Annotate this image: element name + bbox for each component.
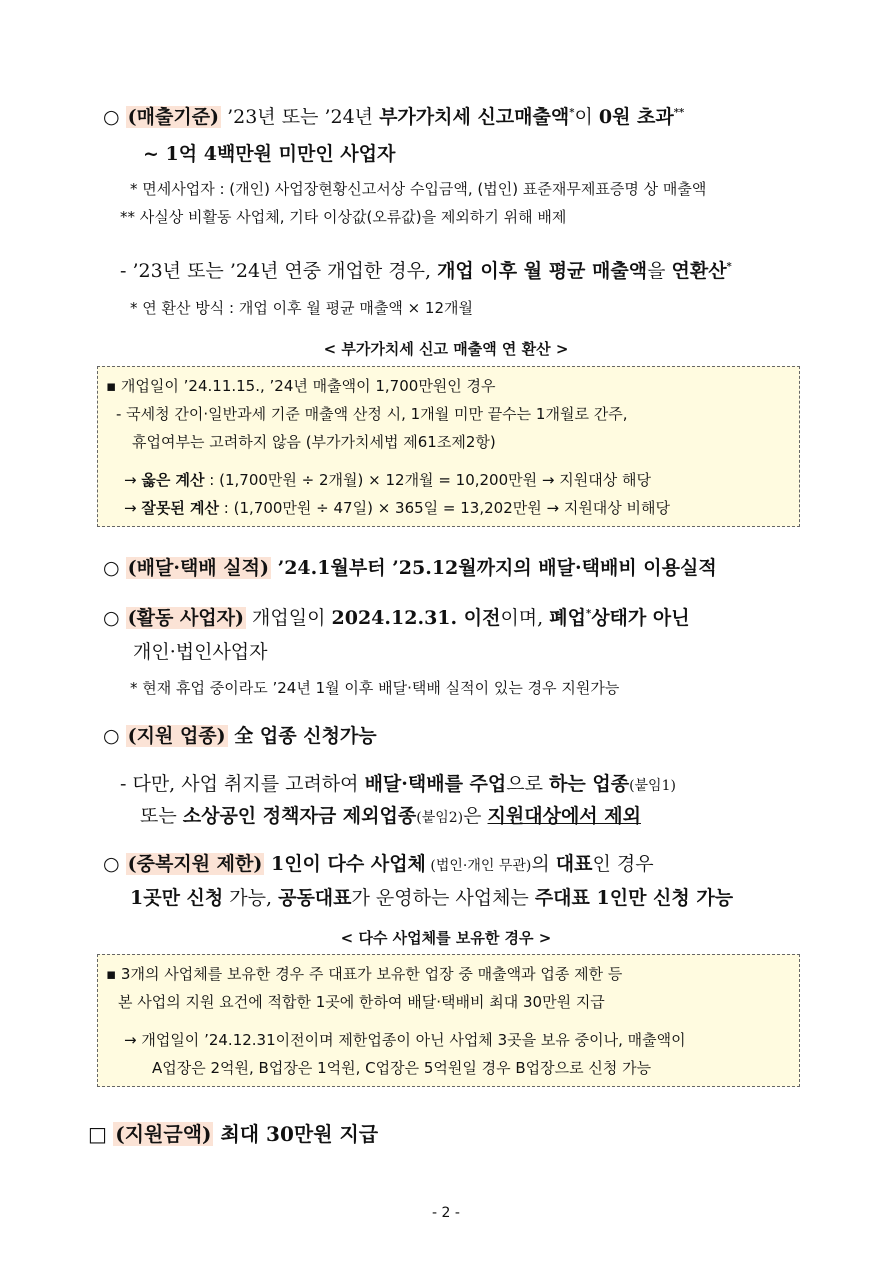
active-business-line: ○ (활동 사업자) 개업일이 2024.12.31. 이전이며, 폐업*상태가 아닌 <box>103 607 690 629</box>
box2-line1: ▪ 3개의 사업체를 보유한 경우 주 대표가 보유한 업장 중 매출액과 업종 제한 등 <box>106 965 623 983</box>
criteria-sales-line: ○ (매출기준) ’23년 또는 ’24년 부가가치세 신고매출액*이 0원 초과** <box>103 106 685 128</box>
tag-sales-criteria: (매출기준) <box>127 106 220 128</box>
box2-line3: → 개업일이 ’24.12.31이전이며 제한업종이 아닌 사업체 3곳을 보유 중이나, 매출액이 <box>124 1031 686 1049</box>
duplicate-limit-line2: 1곳만 신청 가능, 공동대표가 운영하는 사업체는 주대표 1인만 신청 가능 <box>130 887 734 909</box>
tag-duplicate-limit: (중복지원 제한) <box>127 853 263 875</box>
footnote-tax-exempt: * 면세사업자 : (개인) 사업장현황신고서상 수입금액, (법인) 표준재무제표증명 상 매출액 <box>130 180 707 198</box>
box1-correct-calc: → 옳은 계산 : (1,700만원 ÷ 2개월) × 12개월 = 10,200만원 → 지원대상 해당 <box>124 471 651 489</box>
tag-delivery-record: (배달·택배 실적) <box>127 557 269 579</box>
example-box-multiple-businesses <box>97 954 800 1087</box>
caption-multiple-businesses: < 다수 사업체를 보유한 경우 > <box>340 929 552 947</box>
footnote-inactive: ** 사실상 비활동 사업체, 기타 이상값(오류값)을 제외하기 위해 배제 <box>120 208 567 226</box>
box2-line2: 본 사업의 지원 요건에 적합한 1곳에 한하여 배달·택배비 최대 30만원 지급 <box>118 993 605 1011</box>
page-number: - 2 - <box>432 1205 460 1221</box>
tag-active-business: (활동 사업자) <box>127 607 245 629</box>
tag-industry: (지원 업종) <box>127 725 226 747</box>
annualize-line: - ’23년 또는 ’24년 연중 개업한 경우, 개업 이후 월 평균 매출액을 연환산* <box>120 260 732 282</box>
delivery-record-line: ○ (배달·택배 실적) ’24.1월부터 ’25.12월까지의 배달·택배비 이용실적 <box>103 557 717 579</box>
footnote-suspended: * 현재 휴업 중이라도 ’24년 1월 이후 배달·택배 실적이 있는 경우 지원가능 <box>130 679 620 697</box>
tag-support-amount: (지원금액) <box>115 1122 212 1146</box>
industry-exclusion-line1: - 다만, 사업 취지를 고려하여 배달·택배를 주업으로 하는 업종(붙임1) <box>120 773 676 795</box>
box2-line4: A업장은 2억원, B업장은 1억원, C업장은 5억원일 경우 B업장으로 신청 가능 <box>152 1059 652 1077</box>
criteria-sales-line2: ~ 1억 4백만원 미만인 사업자 <box>143 143 396 165</box>
caption-annualize: < 부가가치세 신고 매출액 연 환산 > <box>323 340 569 358</box>
footnote-annualize: * 연 환산 방식 : 개업 이후 월 평균 매출액 × 12개월 <box>130 299 473 317</box>
industry-exclusion-line2: 또는 소상공인 정책자금 제외업종(붙임2)은 지원대상에서 제외 <box>140 805 641 827</box>
bullet: ○ <box>103 106 120 128</box>
active-business-line2: 개인·법인사업자 <box>133 641 268 663</box>
support-amount-line: □ (지원금액) 최대 30만원 지급 <box>88 1122 379 1146</box>
box1-line2: - 국세청 간이·일반과세 기준 매출액 산정 시, 1개월 미만 끝수는 1개월로 간주, <box>116 405 628 423</box>
example-box-annualize <box>97 366 800 527</box>
box1-line3: 휴업여부는 고려하지 않음 (부가가치세법 제61조제2항) <box>132 433 496 451</box>
industry-line: ○ (지원 업종) 全 업종 신청가능 <box>103 725 377 747</box>
duplicate-limit-line: ○ (중복지원 제한) 1인이 다수 사업체 (법인·개인 무관)의 대표인 경우 <box>103 853 654 875</box>
box1-wrong-calc: → 잘못된 계산 : (1,700만원 ÷ 47일) × 365일 = 13,202만원 → 지원대상 비해당 <box>124 499 671 517</box>
box1-line1: ▪ 개업일이 ’24.11.15., ’24년 매출액이 1,700만원인 경우 <box>106 377 496 395</box>
